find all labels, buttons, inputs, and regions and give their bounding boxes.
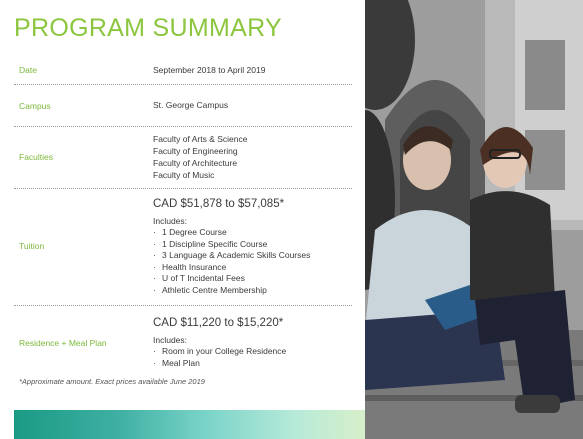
- summary-table: [14, 54, 352, 376]
- photo-illustration: [365, 0, 583, 439]
- faculty-line: Faculty of Architecture: [153, 158, 238, 168]
- faculty-line: Faculty of Music: [153, 170, 215, 180]
- row-value: September 2018 to April 2019: [153, 65, 266, 75]
- list-item: · Athletic Centre Membership: [153, 284, 267, 295]
- list-item: · Health Insurance: [153, 261, 227, 272]
- row-label: Tuition: [19, 241, 45, 251]
- includes-list: [153, 346, 286, 369]
- row-label: Faculties: [19, 152, 54, 162]
- list-item: · 3 Language & Academic Skills Courses: [153, 250, 311, 260]
- list-item: · 1 Discipline Specific Course: [153, 238, 268, 249]
- bullet-icon: ·: [153, 261, 156, 272]
- includes-list: [153, 227, 310, 296]
- faculty-line: Faculty of Engineering: [153, 146, 238, 156]
- bullet-icon: ·: [153, 284, 156, 295]
- tuition-price: CAD $51,878 to $57,085*: [153, 198, 285, 210]
- bullet-icon: ·: [153, 227, 156, 237]
- list-item: · Meal Plan: [153, 357, 200, 368]
- footnote: *Approximate amount. Exact prices available June 2019: [19, 377, 205, 386]
- bullet-icon: ·: [153, 346, 156, 356]
- row-value-list: [153, 133, 247, 181]
- includes-label: Includes:: [153, 216, 188, 226]
- row-date: [14, 54, 352, 85]
- students-photo: [365, 0, 583, 439]
- decorative-band: [14, 410, 365, 439]
- faculty-line: Faculty of Arts & Science: [153, 134, 248, 144]
- row-faculties: [14, 127, 352, 189]
- list-item: · 1 Degree Course: [153, 227, 227, 237]
- bullet-icon: ·: [153, 357, 156, 368]
- row-value-block: [153, 317, 286, 369]
- list-item: · U of T Incidental Fees: [153, 273, 245, 283]
- row-tuition: [14, 189, 352, 306]
- row-label: Date: [19, 65, 37, 75]
- bullet-icon: ·: [153, 273, 156, 283]
- residence-price: CAD $11,220 to $15,220*: [153, 317, 284, 329]
- row-residence: [14, 306, 352, 376]
- row-campus: [14, 85, 352, 127]
- row-value-block: [153, 198, 310, 296]
- list-item: · Room in your College Residence: [153, 346, 287, 356]
- bullet-icon: ·: [153, 250, 156, 260]
- row-label: Campus: [19, 101, 51, 111]
- includes-label: Includes:: [153, 335, 188, 345]
- row-value: St. George Campus: [153, 100, 229, 110]
- row-label: Residence + Meal Plan: [19, 338, 107, 348]
- bullet-icon: ·: [153, 238, 156, 249]
- page-title: PROGRAM SUMMARY: [14, 14, 282, 42]
